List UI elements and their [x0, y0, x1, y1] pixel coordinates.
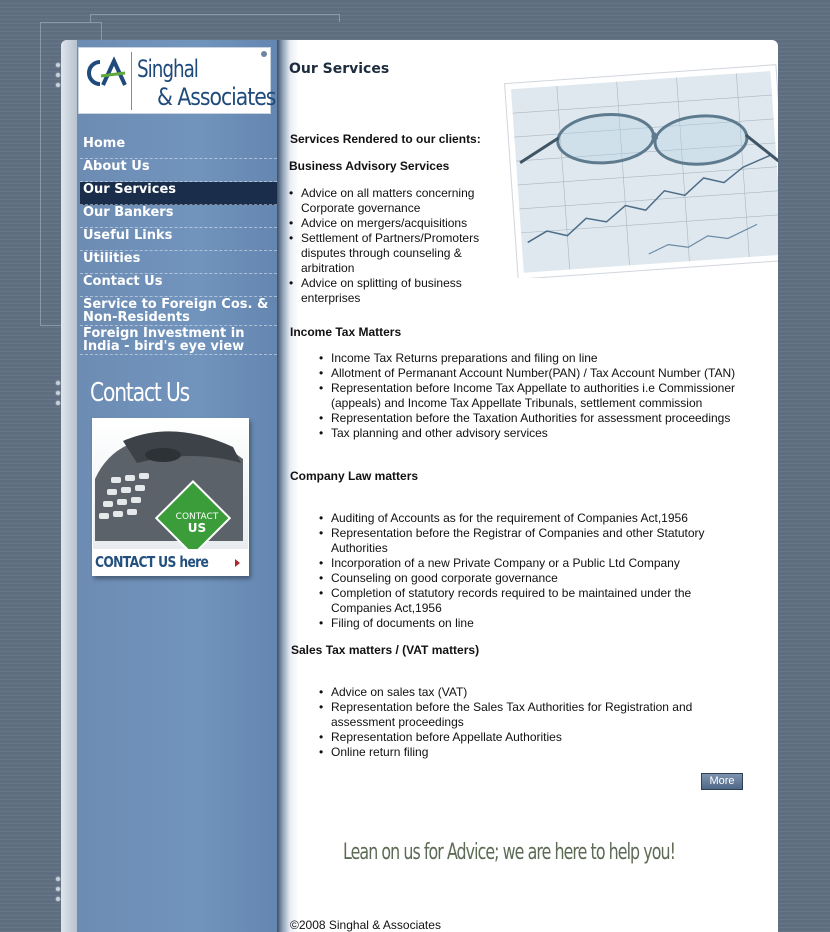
- frame-line: [90, 14, 340, 22]
- list-item: • Filing of documents on line: [319, 616, 719, 631]
- nav-home[interactable]: Home: [80, 136, 277, 159]
- list-item: • Representation before the Registrar of Companies and other Statutory Authorities: [319, 526, 719, 556]
- contact-badge-line2: US: [187, 521, 207, 535]
- nav-our-bankers[interactable]: Our Bankers: [80, 205, 277, 228]
- nav-useful-links[interactable]: Useful Links: [80, 228, 277, 251]
- list-item: • Advice on splitting of business enterprises: [289, 276, 494, 306]
- list-item: • Completion of statutory records required to be maintained under the Companies Act,1956: [319, 586, 719, 616]
- list-item: • Income Tax Returns preparations and filing on line: [319, 351, 749, 366]
- list-item: • Allotment of Permanant Account Number(PAN) / Tax Account Number (TAN): [319, 366, 749, 381]
- list-item: • Advice on mergers/acquisitions: [289, 216, 494, 231]
- section-list: [319, 685, 719, 760]
- more-button[interactable]: More: [701, 773, 743, 790]
- section-heading: Business Advisory Services: [289, 159, 450, 173]
- arrow-right-icon: [235, 559, 240, 567]
- tagline: Lean on us for Advice; we are here to help you!: [343, 840, 675, 865]
- main-nav: [80, 136, 277, 355]
- contact-badge-line1: CONTACT: [175, 512, 219, 522]
- list-item: • Representation before Appellate Authorities: [319, 730, 719, 745]
- list-item: • Auditing of Accounts as for the requirement of Companies Act,1956: [319, 511, 719, 526]
- list-item: • Advice on all matters concerning Corporate governance: [289, 186, 494, 216]
- list-item: • Online return filing: [319, 745, 719, 760]
- contact-us-banner[interactable]: [92, 418, 249, 576]
- list-item: • Incorporation of a new Private Company or a Public Ltd Company: [319, 556, 719, 571]
- section-heading: Income Tax Matters: [290, 325, 402, 339]
- left-rail: [61, 40, 77, 932]
- nav-utilities[interactable]: Utilities: [80, 251, 277, 274]
- nav-foreign-services[interactable]: Service to Foreign Cos. & Non-Residents: [80, 297, 277, 326]
- copyright: ©2008 Singhal & Associates: [290, 918, 441, 932]
- list-item: • Settlement of Partners/Promoters disputes through counseling & arbitration: [289, 231, 494, 276]
- list-item: • Representation before the Taxation Authorities for assessment proceedings: [319, 411, 749, 426]
- services-intro: Services Rendered to our clients:: [290, 132, 481, 146]
- page-container: [61, 40, 778, 932]
- contact-us-caption[interactable]: CONTACT US here: [95, 553, 209, 571]
- logo-dot: [261, 51, 267, 57]
- list-item: • Advice on sales tax (VAT): [319, 685, 719, 700]
- list-item: • Representation before the Sales Tax Authorities for Registration and assessment proceedings: [319, 700, 719, 730]
- ca-logo-icon: [81, 56, 127, 90]
- nav-about-us[interactable]: About Us: [80, 159, 277, 182]
- sidebar: [77, 40, 277, 932]
- list-item: • Representation before Income Tax Appellate to authorities i.e Commissioner (appeals) and Income Tax Appellate Tribunals, settlement commission: [319, 381, 749, 411]
- nav-our-services[interactable]: Our Services: [80, 182, 277, 205]
- financial-chart-glasses-photo: [503, 64, 778, 278]
- list-item: • Tax planning and other advisory services: [319, 426, 749, 441]
- logo[interactable]: [78, 47, 276, 114]
- logo-name-line2: & Associates: [157, 83, 276, 111]
- section-list: [319, 351, 749, 441]
- main-content: [289, 40, 778, 932]
- page-title: Our Services: [289, 61, 390, 77]
- telephone-icon: [93, 419, 249, 549]
- contact-heading: Contact Us: [90, 378, 190, 408]
- section-heading: Sales Tax matters / (VAT matters): [291, 643, 480, 657]
- nav-foreign-investment[interactable]: Foreign Investment in India - bird's eye view: [80, 326, 277, 355]
- logo-divider: [131, 52, 132, 110]
- section-heading: Company Law matters: [290, 469, 419, 483]
- list-item: • Counseling on good corporate governance: [319, 571, 719, 586]
- logo-name-line1: Singhal: [137, 55, 198, 83]
- section-list: [319, 511, 719, 631]
- section-list: [289, 186, 494, 306]
- nav-contact-us[interactable]: Contact Us: [80, 274, 277, 297]
